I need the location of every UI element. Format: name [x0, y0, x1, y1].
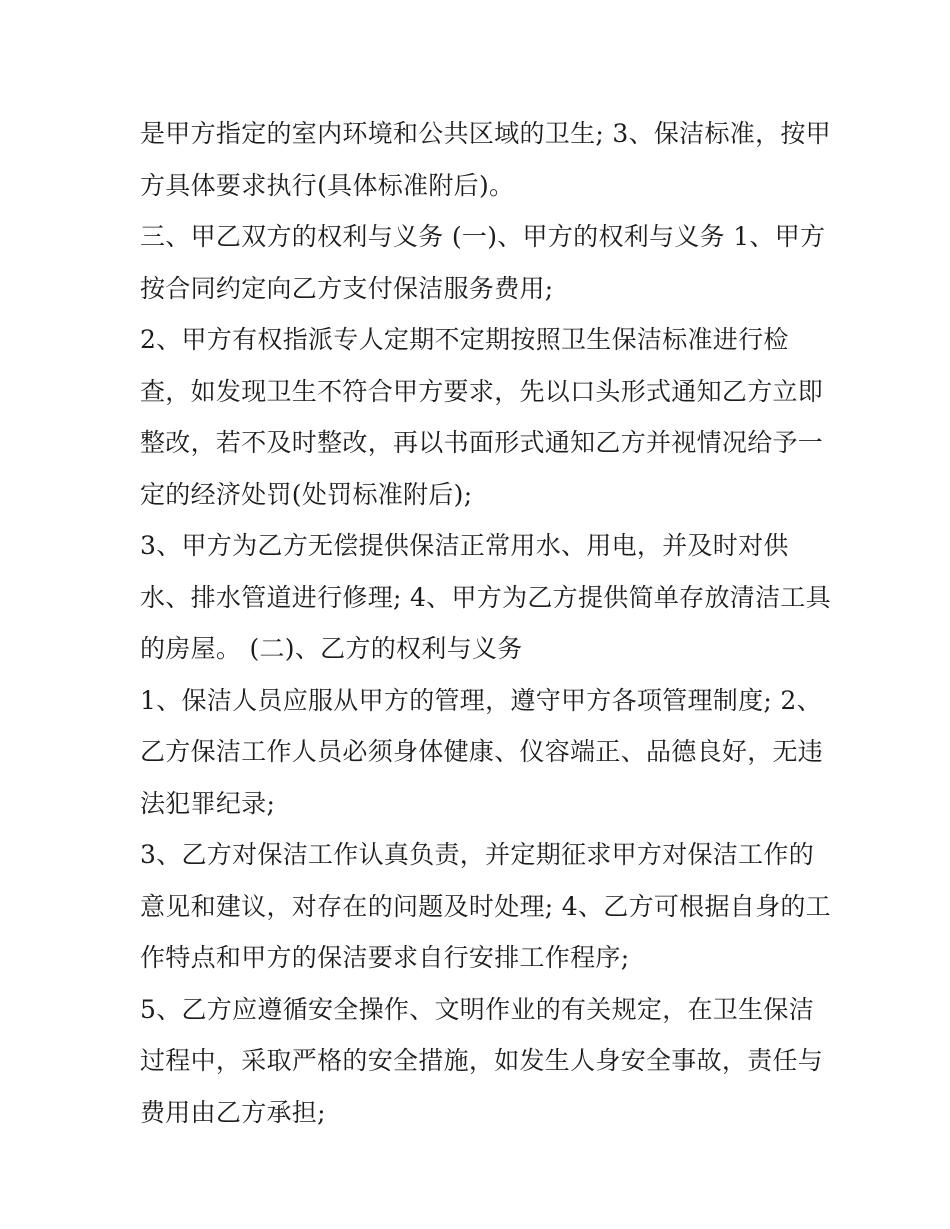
text-line: 的房屋。 (二)、乙方的权利与义务 [140, 634, 523, 663]
text-line: 费用由乙方承担; [140, 1097, 326, 1127]
text-line: 作特点和甲方的保洁要求自行安排工作程序; [140, 943, 630, 972]
text-line: 三、甲乙双方的权利与义务 (一)、甲方的权利与义务 1、甲方 [140, 222, 826, 251]
document-body [140, 108, 831, 1138]
text-line: 2、甲方有权指派专人定期不定期按照卫生保洁标准进行检 [140, 325, 789, 354]
text-line: 水、排水管道进行修理; 4、甲方为乙方提供简单存放清洁工具 [140, 582, 831, 612]
text-line: 方具体要求执行(具体标准附后)。 [140, 170, 515, 200]
text-line: 乙方保洁工作人员必须身体健康、仪容端正、品德良好，无违 [140, 737, 824, 766]
text-line: 法犯罪纪录; [140, 788, 276, 818]
text-line: 定的经济处罚(处罚标准附后); [140, 479, 473, 509]
text-line: 查，如发现卫生不符合甲方要求，先以口头形式通知乙方立即 [140, 376, 824, 406]
text-line: 3、甲方为乙方无偿提供保洁正常用水、用电，并及时对供 [140, 531, 789, 560]
text-line: 是甲方指定的室内环境和公共区域的卫生; 3、保洁标准，按甲 [140, 119, 831, 148]
text-line: 按合同约定向乙方支付保洁服务费用; [140, 273, 554, 303]
text-line: 意见和建议，对存在的问题及时处理; 4、乙方可根据自身的工 [140, 891, 831, 921]
text-line: 整改，若不及时整改，再以书面形式通知乙方并视情况给予一 [140, 428, 824, 457]
text-line: 3、乙方对保洁工作认真负责，并定期征求甲方对保洁工作的 [140, 840, 815, 869]
text-line: 5、乙方应遵循安全操作、文明作业的有关规定，在卫生保洁 [140, 994, 815, 1024]
text-line: 过程中，采取严格的安全措施，如发生人身安全事故，责任与 [140, 1046, 824, 1075]
text-line: 1、保洁人员应服从甲方的管理，遵守甲方各项管理制度; 2、 [140, 685, 822, 715]
